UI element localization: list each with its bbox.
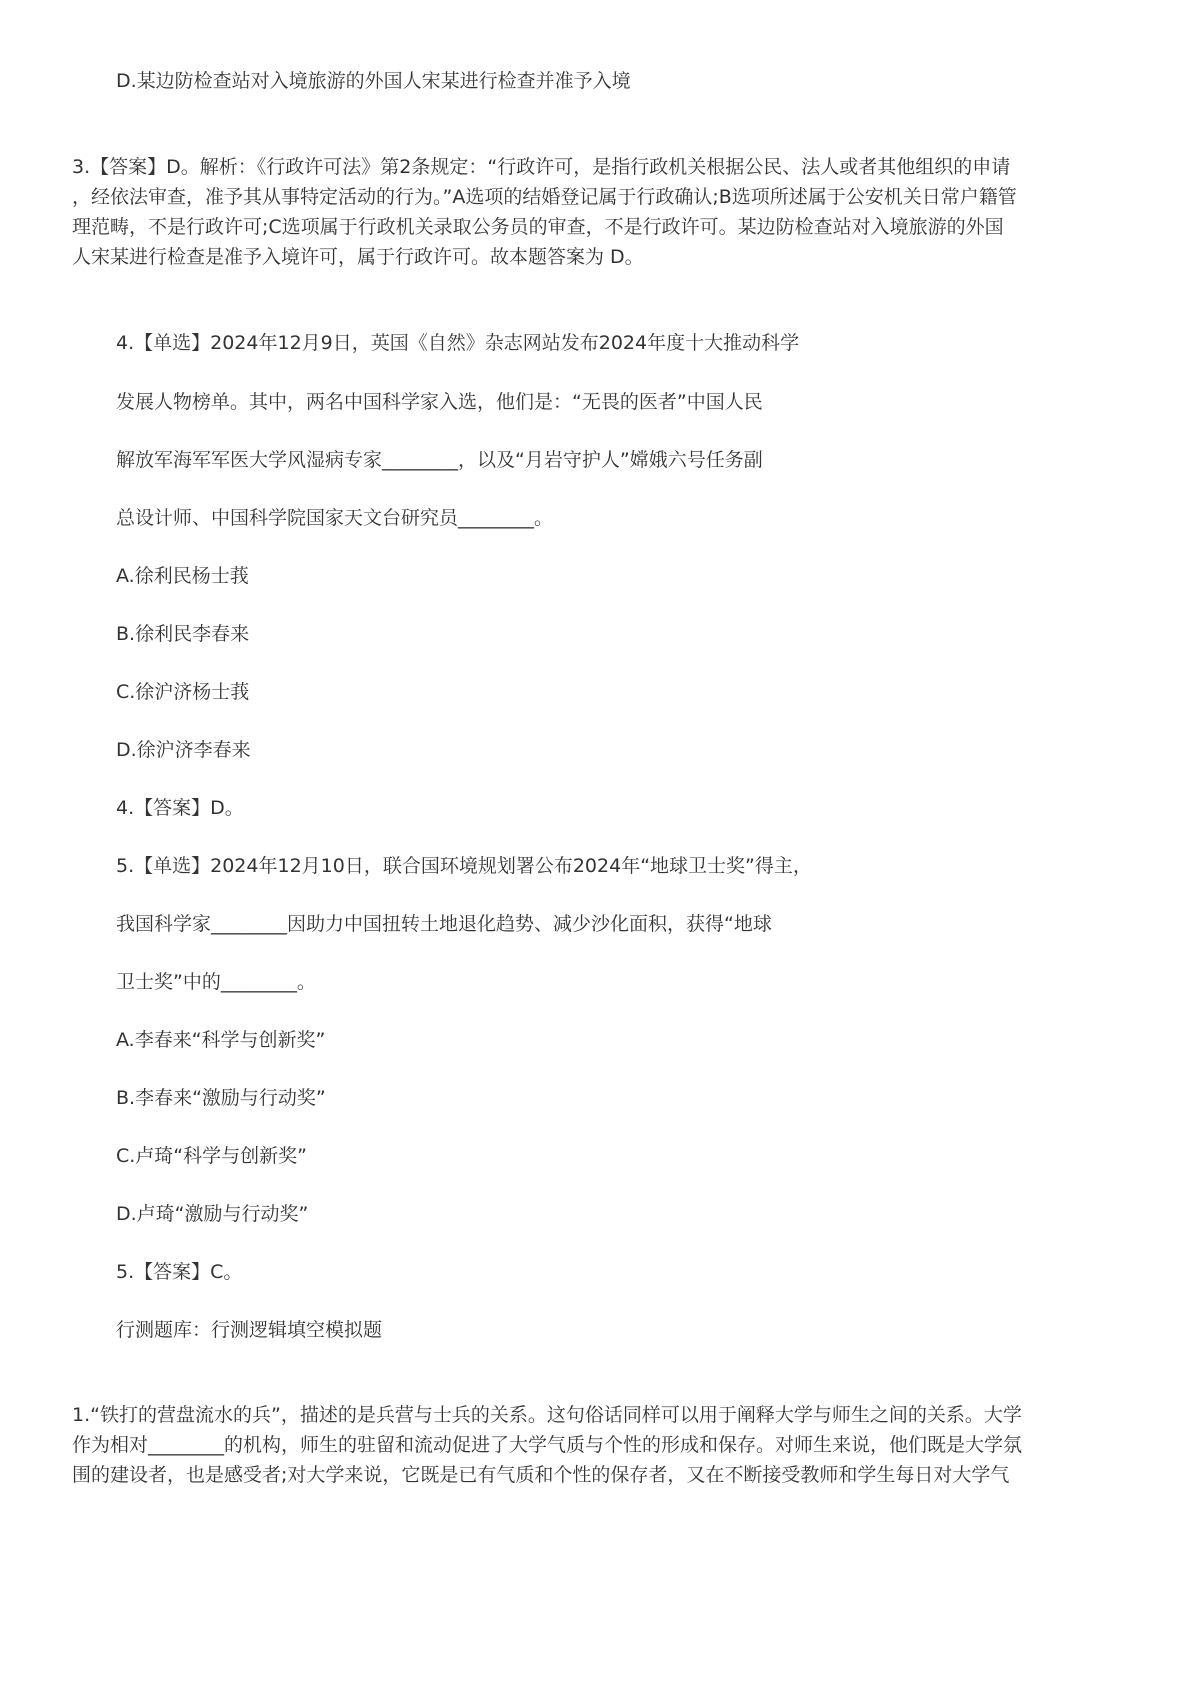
q4-stem-line: 发展人物榜单。其中，两名中国科学家入选，他们是：“无畏的医者”中国人民	[116, 391, 763, 413]
question-line: 作为相对________的机构，师生的驻留和流动促进了大学气质与个性的形成和保存。对师生来说，他们既是大学氛	[72, 1434, 1023, 1456]
q5-option-a: A.李春来“科学与创新奖”	[116, 1029, 326, 1051]
q5-answer: 5.【答案】C。	[116, 1261, 243, 1283]
q5-stem-line: 我国科学家________因助力中国扭转土地退化趋势、减少沙化面积，获得“地球	[116, 913, 772, 935]
q4-option-d: D.徐沪济李春来	[116, 739, 251, 761]
q3-answer-line: 理范畴，不是行政许可;C选项属于行政机关录取公务员的审查，不是行政许可。某边防检查站对入境旅游的外国	[72, 216, 1004, 238]
q5-stem-line: 卫士奖”中的________。	[116, 971, 316, 993]
q5-option-d: D.卢琦“激励与行动奖”	[116, 1203, 309, 1225]
q3-answer-line: 人宋某进行检查是准予入境许可，属于行政许可。故本题答案为 D。	[72, 246, 644, 268]
question-line: 1.“铁打的营盘流水的兵”，描述的是兵营与士兵的关系。这句俗话同样可以用于阐释大学与师生之间的关系。大学	[72, 1404, 1022, 1426]
q3-answer-line: 3.【答案】D。解析：《行政许可法》第2条规定：“行政许可，是指行政机关根据公民、法人或者其他组织的申请	[72, 156, 1011, 178]
q4-option-b: B.徐利民李春来	[116, 623, 250, 645]
q3-option-d: D.某边防检查站对入境旅游的外国人宋某进行检查并准予入境	[116, 70, 631, 92]
q4-option-c: C.徐沪济杨士莪	[116, 681, 250, 703]
q4-option-a: A.徐利民杨士莪	[116, 565, 249, 587]
q4-answer: 4.【答案】D。	[116, 797, 244, 819]
q5-stem-line: 5.【单选】2024年12月10日，联合国环境规划署公布2024年“地球卫士奖”得主，	[116, 855, 812, 877]
question-line: 围的建设者，也是感受者;对大学来说，它既是已有气质和个性的保存者，又在不断接受教师和学生每日对大学气	[72, 1464, 1010, 1486]
q5-option-c: C.卢琦“科学与创新奖”	[116, 1145, 307, 1167]
q4-stem-line: 解放军海军军医大学风湿病专家________，以及“月岩守护人”嫦娥六号任务副	[116, 449, 763, 471]
q4-stem-line: 4.【单选】2024年12月9日，英国《自然》杂志网站发布2024年度十大推动科学	[116, 332, 800, 354]
q5-option-b: B.李春来“激励与行动奖”	[116, 1087, 326, 1109]
section-title: 行测题库：行测逻辑填空模拟题	[116, 1319, 383, 1341]
q4-stem-line: 总设计师、中国科学院国家天文台研究员________。	[116, 507, 554, 529]
q3-answer-line: ，经依法审查，准予其从事特定活动的行为。”A选项的结婚登记属于行政确认;B选项所述属于公安机关日常户籍管	[72, 186, 1017, 208]
